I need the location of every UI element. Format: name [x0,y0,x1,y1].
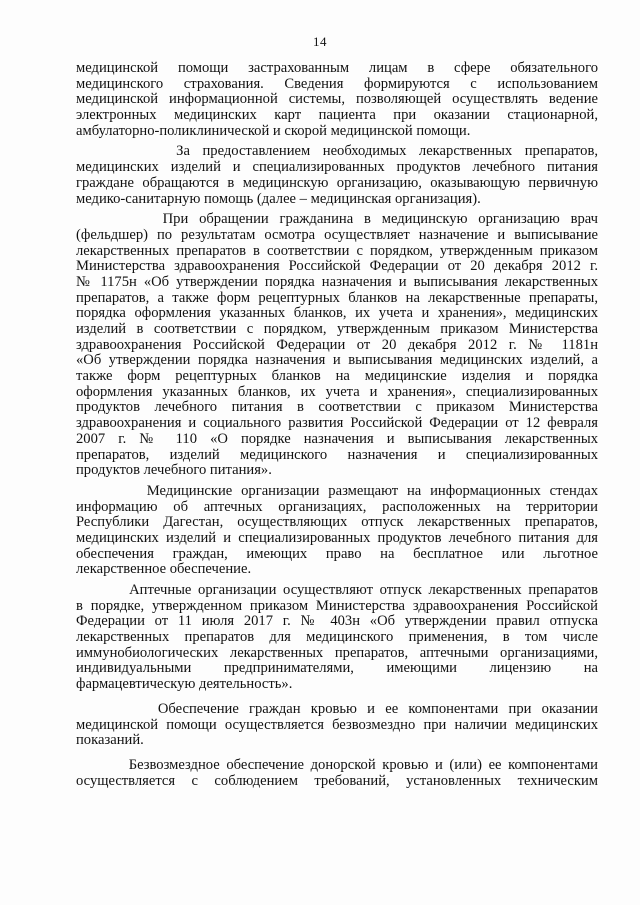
body-text [76,61,598,789]
text-line: лекарственных препаратов для медицинского применения, в том числе [76,629,598,646]
text-line: 2007 г. № 110 «О порядке назначения и выписывания лекарственных [76,430,598,447]
text-line: граждане обращаются в медицинскую организацию, оказывающую первичную [76,174,598,191]
text-line: продуктов лечебного питания в соответствии с приказом Министерства [76,399,598,416]
text-line: амбулаторно-поликлинической и скорой медицинской помощи. [76,122,471,139]
text-line: медико-санитарную помощь (далее – медицинская организация). [76,190,481,207]
text-line: Аптечные организации осуществляют отпуск лекарственных препаратов [76,582,598,598]
text-line: медицинской помощи застрахованным лицам в сфере обязательного [76,60,598,76]
text-line: медицинской информационной системы, позволяющей осуществлять ведение [76,91,598,108]
paragraph [76,144,598,207]
paragraph [76,583,598,693]
text-line: Обеспечение граждан кровью и ее компонентами при оказании [76,700,598,717]
text-line: осуществляется с соблюдением требований, установленных техническим [76,772,598,789]
text-line: электронных медицинских карт пациента при оказании стационарной, [76,107,598,124]
text-line: индивидуальными предпринимателями, имеющими лицензию на [76,660,598,677]
text-line: Медицинские организации размещают на информационных стендах [76,482,598,499]
text-line: обеспечения граждан, имеющих право на бесплатное или льготное [76,545,598,562]
text-line: продуктов лечебного питания». [76,462,272,479]
text-line: лекарственное обеспечение. [76,561,252,578]
text-line: иммунобиологических лекарственных препаратов, аптечными организациями, [76,644,598,661]
text-line: также форм рецептурных бланков на медицинские изделия и порядка [76,368,598,385]
text-line: препаратов, изделий медицинского назначения и специализированных [76,446,598,463]
text-line: оформления указанных бланков, их учета и хранения», специализированных [76,383,598,400]
paragraph [76,212,598,479]
text-line: порядка оформления указанных бланков, их учета и хранения», медицинских [76,305,598,322]
text-line: информацию об аптечных организациях, расположенных на территории [76,498,598,515]
page-number: 14 [313,34,327,49]
text-line: Республики Дагестан, осуществляющих отпуск лекарственных препаратов, [76,514,598,531]
paragraph [76,61,598,139]
text-line: № 1175н «Об утверждении порядка назначения и выписывания лекарственных [76,273,598,290]
paragraph [76,484,598,578]
text-line: лекарственных препаратов в соответствии с порядком, утвержденным приказом [76,242,598,259]
text-line: медицинской помощи осуществляется безвозмездно при наличии медицинских [76,716,598,733]
text-line: показаний. [76,732,144,749]
text-line: Министерства здравоохранения Российской Федерации от 20 декабря 2012 г. [76,258,598,275]
paragraph [76,702,598,749]
text-line: Безвозмездное обеспечение донорской кровью и (или) ее компонентами [76,756,598,773]
paragraph [76,758,598,789]
text-line: в порядке, утвержденном приказом Министерства здравоохранения Российской [76,597,598,614]
text-line: медицинского страхования. Сведения формируются с использованием [76,75,598,92]
text-line: (фельдшер) по результатам осмотра осуществляет назначение и выписывание [76,226,598,243]
text-line: медицинских изделий и специализированных продуктов лечебного питания для [76,529,598,546]
text-line: медицинских изделий и специализированных продуктов лечебного питания [76,159,598,176]
text-line: За предоставлением необходимых лекарственных препаратов, [76,143,598,160]
text-line: здравоохранения и социального развития Российской Федерации от 12 февраля [76,415,598,432]
text-line: «Об утверждении порядка назначения и выписывания медицинских изделий, а [76,352,598,369]
text-line: Федерации от 11 июля 2017 г. № 403н «Об утверждении правил отпуска [76,613,598,630]
text-line: фармацевтическую деятельность». [76,676,293,693]
text-line: При обращении гражданина в медицинскую организацию врач [76,211,598,228]
text-line: изделий в соответствии с порядком, утвержденным приказом Министерства [76,321,598,337]
text-line: препаратов, а также форм рецептурных бланков на лекарственные препараты, [76,289,598,306]
text-line: здравоохранения Российской Федерации от 20 декабря 2012 г. № 1181н [76,336,598,353]
